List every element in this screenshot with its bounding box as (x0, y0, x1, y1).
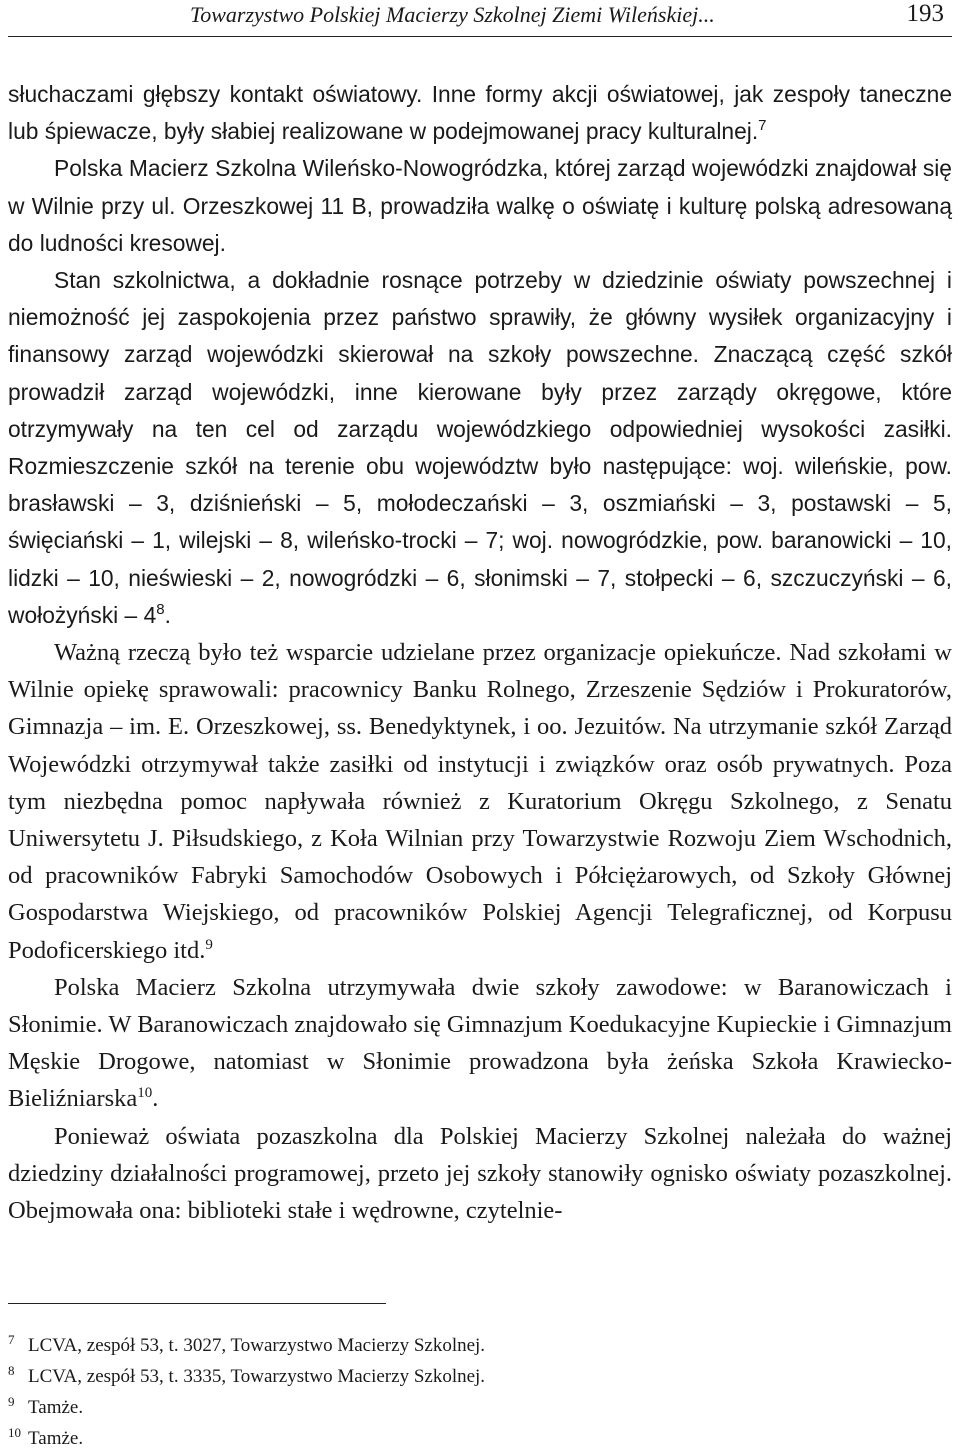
paragraph-2 (8, 150, 952, 262)
footnote-text: Tamże. (28, 1428, 84, 1449)
footnote-text: Tamże. (28, 1397, 84, 1418)
footnote-number: 10 (8, 1425, 21, 1440)
footnote (8, 1330, 485, 1361)
footnotes (8, 1330, 485, 1454)
paragraph-3-end: . (164, 601, 171, 628)
paragraph-6 (8, 1118, 952, 1230)
footnote-number: 9 (8, 1394, 15, 1409)
footnote-ref-9: 9 (205, 936, 213, 953)
footnote (8, 1361, 485, 1392)
paragraph-2-text: Polska Macierz Szkolna Wileńsko-Nowogródzka, której zarząd wojewódzki znajdował się w Wilnie przy ul. Orzeszkowej 11 B, prowadziła walkę o oświatę i kulturę polską adresowaną do ludności kresowej. (8, 155, 952, 256)
paragraph-6-text: Ponieważ oświata pozaszkolna dla Polskiej Macierzy Szkolnej należała do ważnej dziedziny działalności programowej, przeto jej szkoły stanowiły ognisko oświaty pozaszkolnej. Obejmowała ona: biblioteki stałe i wędrowne, czytelnie- (8, 1122, 952, 1225)
footnote-separator (8, 1303, 386, 1304)
paragraph-1-text: słuchaczami głębszy kontakt oświatowy. Inne formy akcji oświatowej, jak zespoły taneczne lub śpiewacze, były słabiej realizowane w podejmowanej pracy kulturalnej. (8, 81, 952, 145)
footnote (8, 1423, 485, 1454)
footnote-ref-10: 10 (137, 1085, 153, 1102)
paragraph-1 (8, 76, 952, 150)
paragraph-5-end: . (152, 1085, 159, 1113)
paragraph-5 (8, 969, 952, 1118)
footnote-text: LCVA, zespół 53, t. 3335, Towarzystwo Macierzy Szkolnej. (28, 1366, 486, 1387)
page-header (8, 0, 952, 37)
footnote-number: 7 (8, 1332, 15, 1347)
paragraph-5-text: Polska Macierz Szkolna utrzymywała dwie szkoły zawodowe: w Baranowiczach i Słonimie. W Baranowiczach znajdowało się Gimnazjum Koedukacyjne Kupieckie i Gimnazjum Męskie Drogowe, natomiast w Słonimie prowadzona była żeńska Szkoła Krawiecko-Bieliźniarska (8, 973, 952, 1113)
paragraph-3 (8, 262, 952, 634)
running-title: Towarzystwo Polskiej Macierzy Szkolnej Ziemi Wileńskiej... (190, 2, 715, 27)
footnote-ref-7: 7 (758, 117, 767, 135)
footnote-ref-8: 8 (156, 600, 165, 618)
paragraph-3-text: Stan szkolnictwa, a dokładnie rosnące potrzeby w dziedzinie oświaty powszechnej i niemożność jej zaspokojenia przez państwo sprawiły, że główny wysiłek organizacyjny i finansowy zarząd wojewódzki skierował na szkoły powszechne. Znaczącą część szkół prowadził zarząd wojewódzki, inne kierowane były przez zarządy okręgowe, które otrzymywały na ten cel od zarządu wojewódzkiego odpowiedniej wysokości zasiłki. Rozmieszczenie szkół na terenie obu województw było następujące: woj. wileńskie, pow. brasławski – 3, dziśnieński – 5, mołodeczański – 3, oszmiański – 3, postawski – 5, święciański – 1, wilejski – 8, wileńsko-trocki – 7; woj. nowogródzkie, pow. baranowicki – 10, lidzki – 10, nieświeski – 2, nowogródzki – 6, słonimski – 7, stołpecki – 6, szczuczyński – 6, wołożyński – 4 (8, 267, 952, 628)
paragraph-4 (8, 634, 952, 969)
paragraph-4-text: Ważną rzeczą było też wsparcie udzielane przez organizacje opiekuńcze. Nad szkołami w Wilnie opiekę sprawowali: pracownicy Banku Rolnego, Zrzeszenie Sędziów i Prokuratorów, Gimnazja – im. E. Orzeszkowej, ss. Benedyktynek, i oo. Jezuitów. Na utrzymanie szkół Zarząd Wojewódzki otrzymywał także zasiłki od instytucji i związków oraz osób prywatnych. Poza tym niezbędna pomoc napływała również z Kuratorium Okręgu Szkolnego, z Senatu Uniwersytetu J. Piłsudskiego, z Koła Wilnian przy Towarzystwie Rozwoju Ziem Wschodnich, od pracowników Fabryki Samochodów Osobowych i Półciężarowych, od Szkoły Głównej Gospodarstwa Wiejskiego, od pracowników Polskiej Agencji Telegraficznej, od Korpusu Podoficerskiego itd. (8, 639, 952, 964)
page-number: 193 (906, 0, 944, 27)
body-text (8, 76, 952, 1229)
footnote-text: LCVA, zespół 53, t. 3027, Towarzystwo Macierzy Szkolnej. (28, 1335, 486, 1356)
footnote (8, 1392, 485, 1423)
footnote-number: 8 (8, 1363, 15, 1378)
